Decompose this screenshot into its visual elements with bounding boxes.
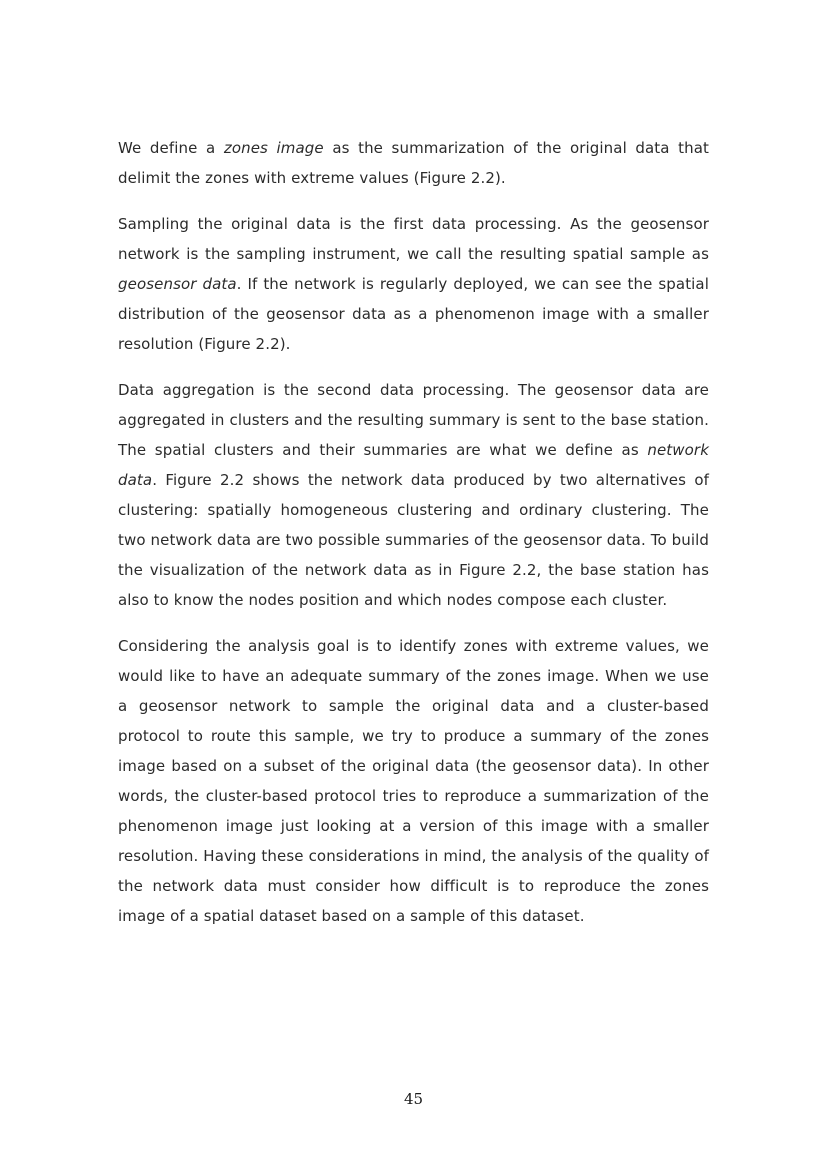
text-segment: We define a <box>118 139 224 157</box>
text-segment: Data aggregation is the second data processing. The geosensor data are aggregated in clusters and the resulting summary is sent to the base station. The spatial clusters and their summaries are what we define as <box>118 381 709 459</box>
term-geosensor-data: geosensor data <box>118 275 237 293</box>
paragraph-analysis-goal <box>118 631 709 931</box>
text-segment: as the summarization of the original data that delimit the zones with extreme values (Figure 2.2). <box>118 139 709 187</box>
page-number: 45 <box>403 1090 424 1108</box>
paragraph-geosensor-data <box>118 209 709 359</box>
text-segment: . Figure 2.2 shows the network data produced by two alternatives of clustering: spatially homogeneous clustering and ordinary clustering. The two network data are two possible summaries of the geosensor data. To build the visualization of the network data as in Figure 2.2, the base station has also to know the nodes position and which nodes compose each cluster. <box>118 471 709 609</box>
term-network-data: network data <box>118 441 709 489</box>
paragraph-zones-image <box>118 133 709 193</box>
text-segment: . If the network is regularly deployed, we can see the spatial distribution of the geosensor data as a phenomenon image with a smaller resolution (Figure 2.2). <box>118 275 709 353</box>
body-text <box>118 133 709 947</box>
text-segment: Considering the analysis goal is to identify zones with extreme values, we would like to have an adequate summary of the zones image. When we use a geosensor network to sample the original data and a cluster-based protocol to route this sample, we try to produce a summary of the zones image based on a subset of the original data (the geosensor data). In other words, the cluster-based protocol tries to reproduce a summarization of the phenomenon image just looking at a version of this image with a smaller resolution. Having these considerations in mind, the analysis of the quality of the network data must consider how difficult is to reproduce the zones image of a spatial dataset based on a sample of this dataset. <box>118 637 709 925</box>
term-zones-image: zones image <box>223 139 324 157</box>
paragraph-network-data <box>118 375 709 615</box>
text-segment: Sampling the original data is the first data processing. As the geosensor network is the sampling instrument, we call the resulting spatial sample as <box>118 215 709 263</box>
